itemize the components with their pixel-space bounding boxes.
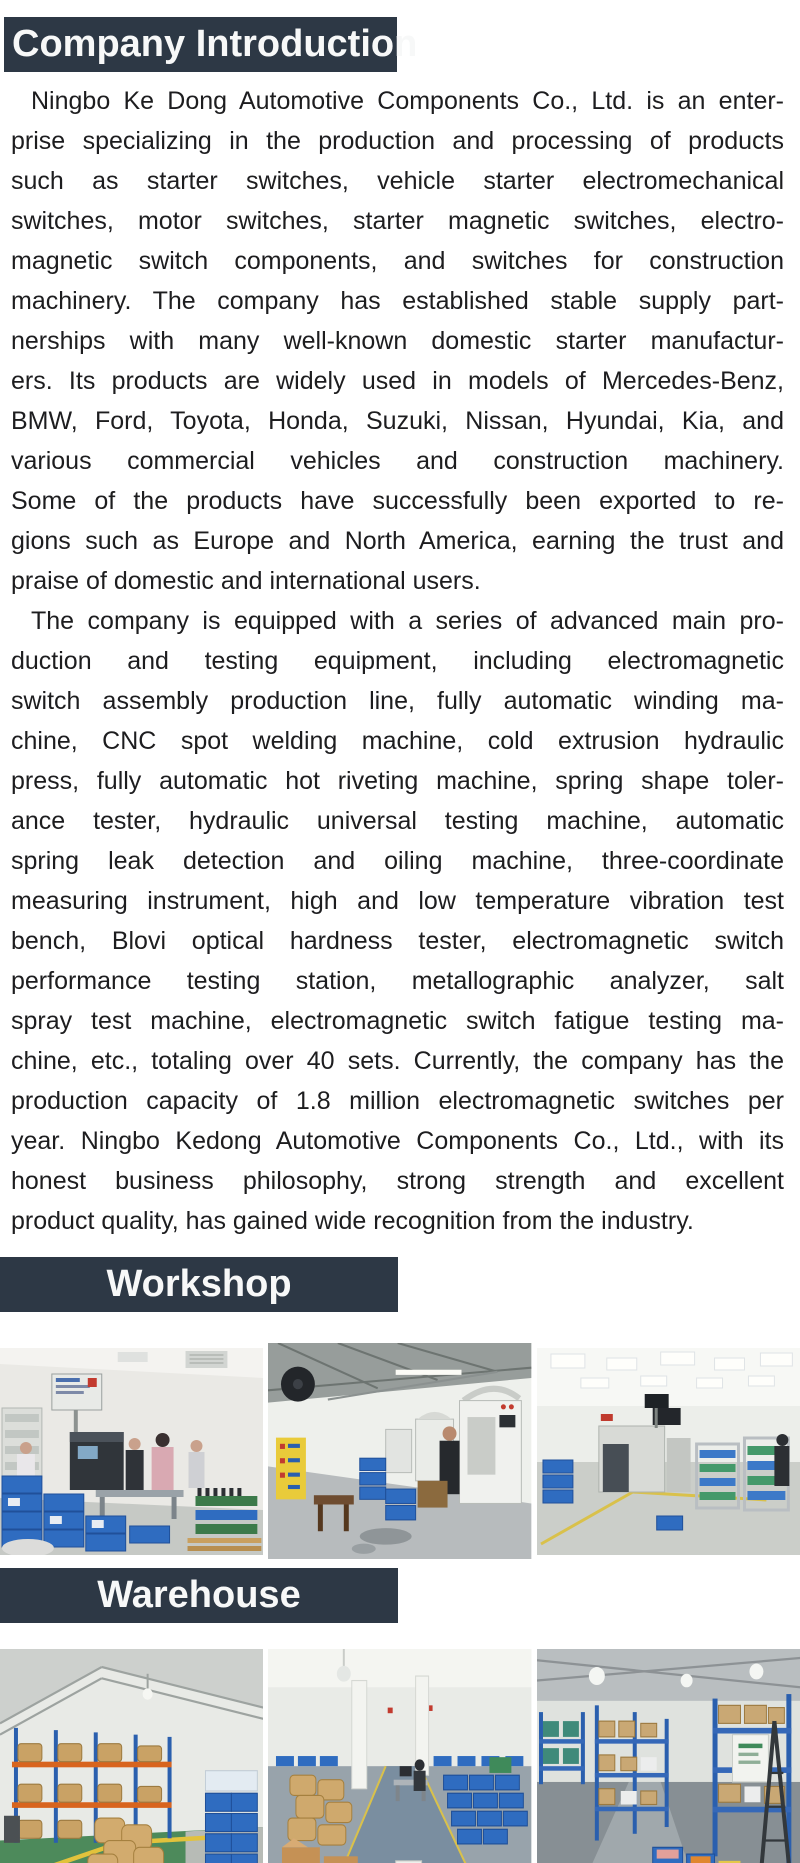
warehouse-photo-2-image <box>268 1649 531 1863</box>
text-line: year. Ningbo Kedong Automotive Components Co., Ltd., with its <box>11 1127 784 1155</box>
text-line: duction and testing equipment, including electromagnetic <box>11 647 784 675</box>
warehouse-section <box>0 1568 800 1863</box>
text-line: chine, CNC spot welding machine, cold extrusion hydraulic <box>11 727 784 755</box>
company-introduction-section <box>0 17 800 1241</box>
warehouse-photo-3-image <box>537 1649 800 1863</box>
workshop-section <box>0 1257 800 1559</box>
text-line: praise of domestic and international users. <box>11 567 481 595</box>
intro-text <box>0 72 800 1241</box>
intro-paragraph-2 <box>11 601 784 1241</box>
warehouse-photo-1-image <box>0 1649 263 1863</box>
section-header-company-introduction: Company Introduction <box>4 17 397 72</box>
text-line: The company is equipped with a series of advanced main pro- <box>31 607 784 635</box>
text-line: switches, motor switches, starter magnetic switches, electro- <box>11 207 784 235</box>
warehouse-photo-2 <box>268 1649 531 1863</box>
text-line: measuring instrument, high and low temperature vibration test <box>11 887 784 915</box>
warehouse-photo-3 <box>537 1649 800 1863</box>
warehouse-photo-row <box>0 1649 800 1863</box>
text-line: switch assembly production line, fully automatic winding ma- <box>11 687 784 715</box>
workshop-photo-2-image <box>268 1343 531 1559</box>
workshop-photo-3 <box>537 1348 800 1555</box>
text-line: spring leak detection and oiling machine, three-coordinate <box>11 847 784 875</box>
text-line: performance testing station, metallographic analyzer, salt <box>11 967 784 995</box>
workshop-photo-row <box>0 1343 800 1559</box>
workshop-photo-1 <box>0 1348 263 1555</box>
text-line: honest business philosophy, strong strength and excellent <box>11 1167 784 1195</box>
text-line: production capacity of 1.8 million electromagnetic switches per <box>11 1087 784 1115</box>
text-line: various commercial vehicles and construction machinery. <box>11 447 784 475</box>
workshop-photo-2 <box>268 1343 531 1559</box>
text-line: product quality, has gained wide recognition from the industry. <box>11 1207 694 1235</box>
workshop-photo-1-image <box>0 1348 263 1555</box>
section-header-warehouse: Warehouse <box>0 1568 398 1623</box>
text-line: magnetic switch components, and switches for construction <box>11 247 784 275</box>
text-line: Ningbo Ke Dong Automotive Components Co., Ltd. is an enter- <box>31 87 784 115</box>
text-line: BMW, Ford, Toyota, Honda, Suzuki, Nissan, Hyundai, Kia, and <box>11 407 784 435</box>
text-line: prise specializing in the production and processing of products <box>11 127 784 155</box>
text-line: such as starter switches, vehicle starter electromechanical <box>11 167 784 195</box>
text-line: Some of the products have successfully been exported to re- <box>11 487 784 515</box>
text-line: nerships with many well-known domestic starter manufactur- <box>11 327 784 355</box>
intro-paragraph-1 <box>11 81 784 601</box>
text-line: ers. Its products are widely used in models of Mercedes-Benz, <box>11 367 784 395</box>
warehouse-photo-1 <box>0 1649 263 1863</box>
text-line: gions such as Europe and North America, earning the trust and <box>11 527 784 555</box>
section-header-workshop: Workshop <box>0 1257 398 1312</box>
text-line: chine, etc., totaling over 40 sets. Currently, the company has the <box>11 1047 784 1075</box>
text-line: spray test machine, electromagnetic switch fatigue testing ma- <box>11 1007 784 1035</box>
text-line: ance tester, hydraulic universal testing machine, automatic <box>11 807 784 835</box>
text-line: bench, Blovi optical hardness tester, electromagnetic switch <box>11 927 784 955</box>
text-line: press, fully automatic hot riveting machine, spring shape toler- <box>11 767 784 795</box>
workshop-photo-3-image <box>537 1348 800 1555</box>
text-line: machinery. The company has established stable supply part- <box>11 287 784 315</box>
